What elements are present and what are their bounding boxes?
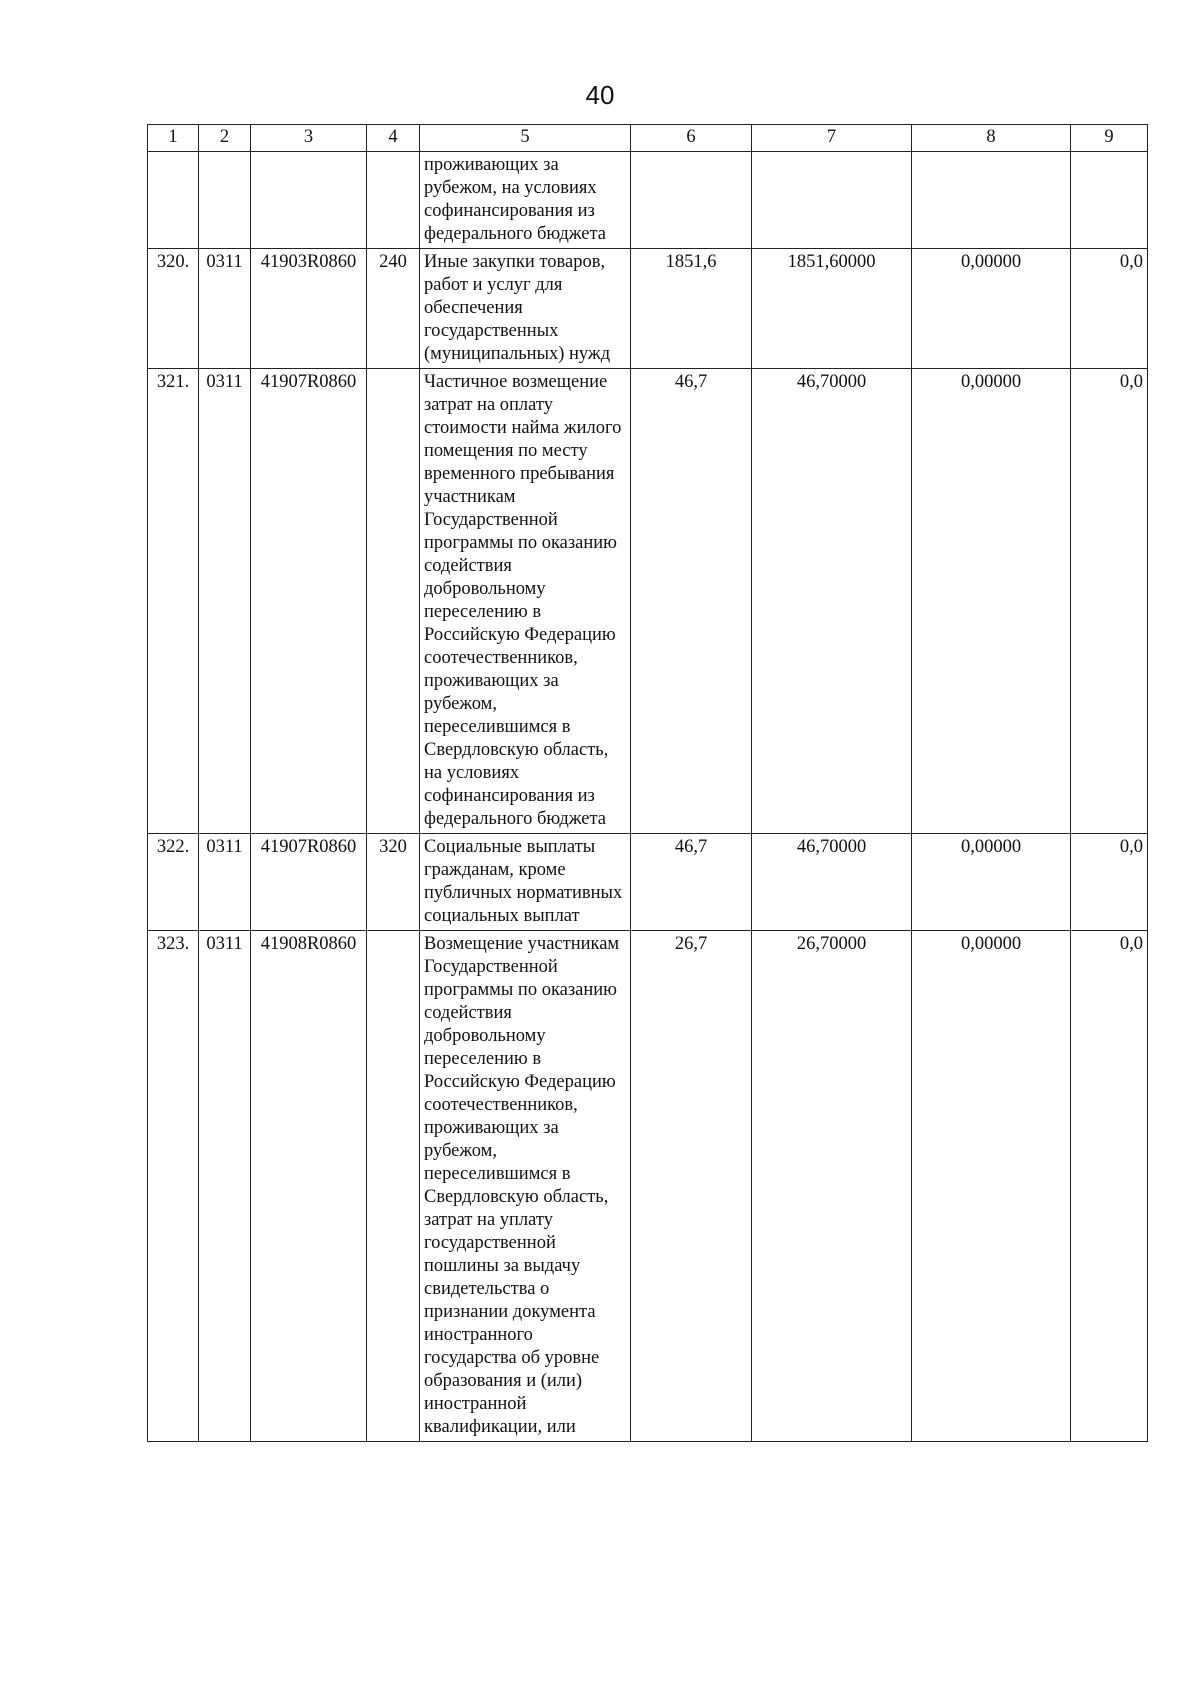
planned-amount: 46,7 xyxy=(631,369,752,834)
section-code: 0311 xyxy=(199,834,251,931)
executed-amount: 46,70000 xyxy=(752,834,912,931)
row-number: 321. xyxy=(148,369,199,834)
percent-value xyxy=(1071,152,1148,249)
item-name: Частичное возмещение затрат на оплату стоимости найма жилого помещения по месту временного пребывания участникам Государственной программы по оказанию содействия добровольному переселению в Российскую Федерацию соотечественников, проживающих за рубежом, переселившимся в Свердловскую область, на условиях софинансирования из федерального бюджета xyxy=(420,369,631,834)
difference-amount: 0,00000 xyxy=(912,931,1071,1442)
expense-kind-code xyxy=(367,152,420,249)
expense-kind-code xyxy=(367,369,420,834)
percent-value: 0,0 xyxy=(1071,369,1148,834)
item-name: Социальные выплаты гражданам, кроме публичных нормативных социальных выплат xyxy=(420,834,631,931)
planned-amount xyxy=(631,152,752,249)
difference-amount xyxy=(912,152,1071,249)
difference-amount: 0,00000 xyxy=(912,834,1071,931)
expense-kind-code: 240 xyxy=(367,249,420,369)
planned-amount: 46,7 xyxy=(631,834,752,931)
section-code: 0311 xyxy=(199,249,251,369)
planned-amount: 26,7 xyxy=(631,931,752,1442)
column-header: 9 xyxy=(1071,125,1148,152)
column-header: 4 xyxy=(367,125,420,152)
executed-amount: 26,70000 xyxy=(752,931,912,1442)
percent-value: 0,0 xyxy=(1071,834,1148,931)
column-header: 3 xyxy=(251,125,367,152)
difference-amount: 0,00000 xyxy=(912,369,1071,834)
percent-value: 0,0 xyxy=(1071,931,1148,1442)
page-number: 40 xyxy=(585,80,615,110)
target-code: 41908R0860 xyxy=(251,931,367,1442)
table-row xyxy=(148,369,1148,834)
table-row xyxy=(148,834,1148,931)
table-row xyxy=(148,249,1148,369)
column-header: 8 xyxy=(912,125,1071,152)
expense-kind-code xyxy=(367,931,420,1442)
column-header: 7 xyxy=(752,125,912,152)
executed-amount xyxy=(752,152,912,249)
row-number: 323. xyxy=(148,931,199,1442)
executed-amount: 1851,60000 xyxy=(752,249,912,369)
expense-kind-code: 320 xyxy=(367,834,420,931)
table-row xyxy=(148,152,1148,249)
item-name: Иные закупки товаров, работ и услуг для обеспечения государственных (муниципальных) нужд xyxy=(420,249,631,369)
row-number: 320. xyxy=(148,249,199,369)
budget-table xyxy=(147,124,1148,1442)
section-code xyxy=(199,152,251,249)
section-code: 0311 xyxy=(199,931,251,1442)
section-code: 0311 xyxy=(199,369,251,834)
difference-amount: 0,00000 xyxy=(912,249,1071,369)
executed-amount: 46,70000 xyxy=(752,369,912,834)
row-number: 322. xyxy=(148,834,199,931)
target-code xyxy=(251,152,367,249)
column-header: 2 xyxy=(199,125,251,152)
planned-amount: 1851,6 xyxy=(631,249,752,369)
column-header: 6 xyxy=(631,125,752,152)
table-row xyxy=(148,931,1148,1442)
target-code: 41907R0860 xyxy=(251,369,367,834)
item-name: Возмещение участникам Государственной программы по оказанию содействия добровольному переселению в Российскую Федерацию соотечественников, проживающих за рубежом, переселившимся в Свердловскую область, затрат на уплату государственной пошлины за выдачу свидетельства о признании документа иностранного государства об уровне образования и (или) иностранной квалификации, или xyxy=(420,931,631,1442)
percent-value: 0,0 xyxy=(1071,249,1148,369)
header-row xyxy=(148,125,1148,152)
row-number xyxy=(148,152,199,249)
target-code: 41903R0860 xyxy=(251,249,367,369)
target-code: 41907R0860 xyxy=(251,834,367,931)
item-name: проживающих за рубежом, на условиях софинансирования из федерального бюджета xyxy=(420,152,631,249)
column-header: 5 xyxy=(420,125,631,152)
column-header: 1 xyxy=(148,125,199,152)
